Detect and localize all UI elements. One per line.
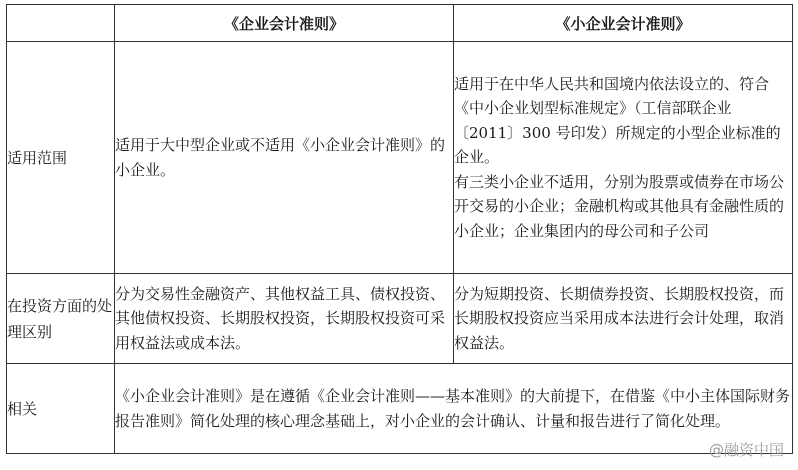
- investment-small-text: 分为短期投资、长期债券投资、长期股权投资，而长期股权投资应当采用成本法进行会计处理，取消权益法。: [454, 274, 793, 364]
- row-label-investment: 在投资方面的处理区别: [7, 274, 115, 364]
- scope-enterprise-cell: [115, 42, 454, 274]
- header-small-enterprise-standard: 《小企业会计准则》: [454, 5, 793, 42]
- scope-small-text-2: 有三类小企业不适用，分别为股票或债券在市场公开交易的小企业；金融机构或其他具有金融性质的小企业；企业集团内的母公司和子公司: [454, 172, 785, 240]
- related-text: 《小企业会计准则》是在遵循《企业会计准则——基本准则》的大前提下，在借鉴《中小主体国际财务报告准则》简化处理的核心理念基础上，对小企业的会计确认、计量和报告进行了简化处理。: [115, 364, 793, 454]
- scope-small-text-1: 适用于在中华人民共和国境内依法设立的、符合《中小企业划型标准规定》（工信部联企业〔2011〕300 号印发）所规定的小型企业标准的企业。: [454, 74, 781, 167]
- header-row: [7, 5, 793, 42]
- comparison-table: [6, 4, 793, 454]
- header-enterprise-standard: 《企业会计准则》: [115, 5, 454, 42]
- table-row-related: [7, 364, 793, 454]
- scope-small-cell: [454, 42, 793, 274]
- row-label-scope: 适用范围: [7, 42, 115, 274]
- watermark-text: @融资中国: [708, 441, 784, 459]
- header-empty: [7, 5, 115, 42]
- scope-enterprise-text: 适用于大中型企业或不适用《小企业会计准则》的小企业。: [115, 136, 446, 179]
- row-label-related: 相关: [7, 364, 115, 454]
- table-row-investment: [7, 274, 793, 364]
- investment-enterprise-text: 分为交易性金融资产、其他权益工具、债权投资、其他债权投资、长期股权投资，长期股权投资可采用权益法或成本法。: [115, 274, 454, 364]
- source-watermark: [709, 439, 784, 460]
- table-row-scope: [7, 42, 793, 274]
